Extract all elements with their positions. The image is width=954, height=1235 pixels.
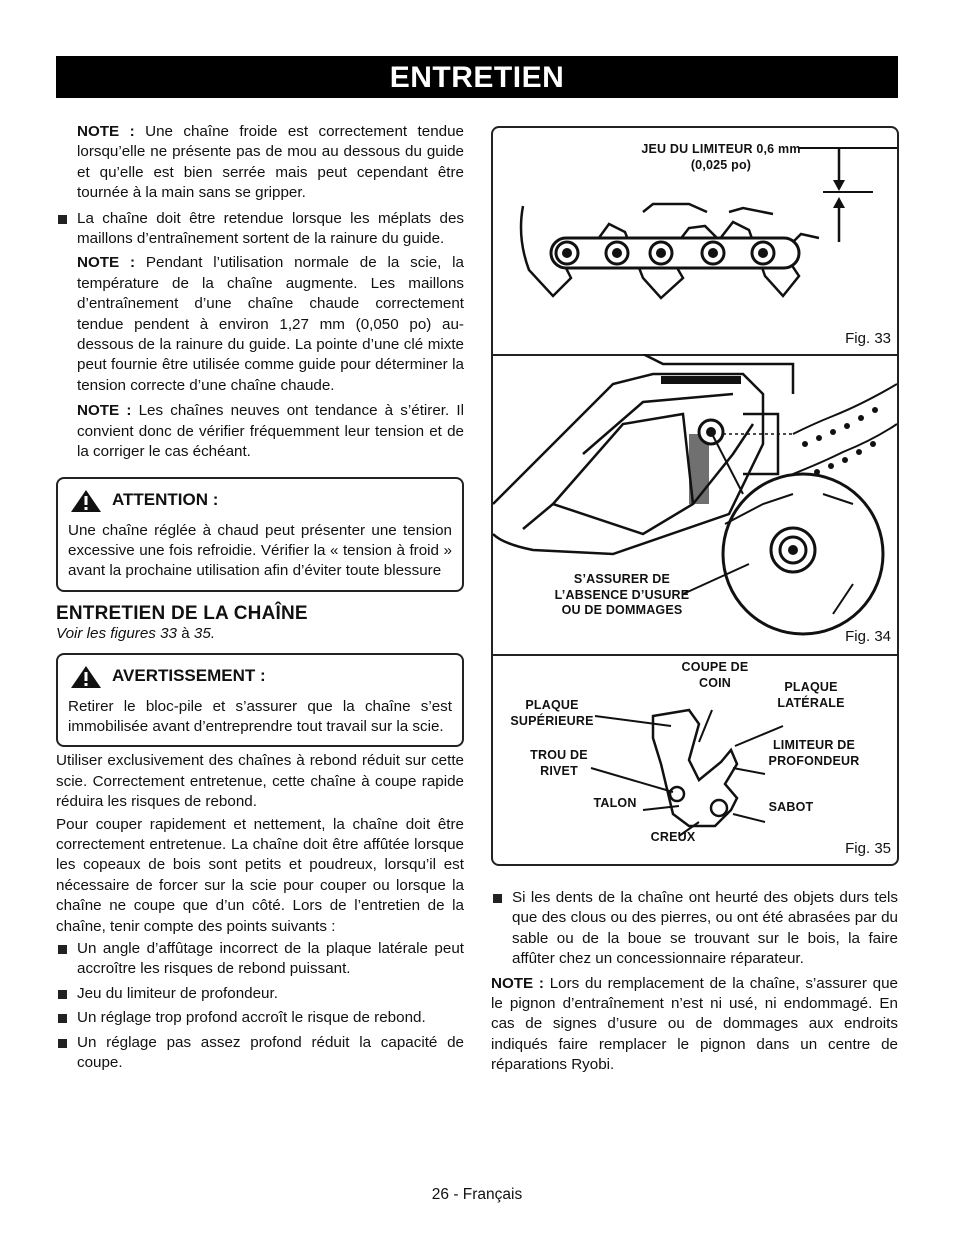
note-new-chain: NOTE : Les chaînes neuves ont tendance à s’étirer. Il convient donc de vérifier fréquemment leur tension et de la corriger le cas échéant. (77, 402, 464, 461)
note-cold-chain: NOTE : Une chaîne froide est correctement tendue lorsqu’elle ne présente pas de mou au dessous du guide et qu’elle est bien serrée mais peut cependant être tournée à la main sans se gripper. (77, 123, 464, 202)
figure-35 (493, 654, 897, 864)
gauge-callout: JEU DU LIMITEUR 0,6 mm (0,025 po) (641, 142, 801, 172)
warning-box (56, 653, 464, 748)
attention-header (70, 489, 452, 513)
figure-reference: Voir les figures 33 à 35. (56, 625, 216, 643)
warning-triangle-icon (70, 665, 102, 689)
list-item: Un réglage pas assez profond réduit la capacité de coupe. (56, 1033, 464, 1074)
fig-34-label: Fig. 34 (845, 628, 891, 645)
warning-title: AVERTISSEMENT : (112, 666, 266, 686)
note-sprocket: NOTE : Lors du remplacement de la chaîne, s’assurer que le pignon d’entraînement n’est ni usé, ni endommagé. En cas de signes d’usure ou de dommages aux endroits indiqués faire remplacer le pignon dans un centre de réparations Ryobi. (491, 974, 898, 1074)
label-limiteur-de-profondeur: LIMITEUR DE PROFONDEUR (768, 738, 860, 768)
warning-triangle-icon (70, 489, 102, 513)
warning-body: Retirer le bloc-pile et s’assurer que la chaîne s’est immobilisée avant d’entreprendre tout travail sur la scie. (68, 697, 452, 735)
figure-34 (493, 354, 897, 656)
label-plaque-laterale: PLAQUE LATÉRALE (777, 680, 845, 710)
page-footer: 26 - Français (431, 1186, 523, 1203)
list-item: Jeu du limiteur de profondeur. (56, 984, 464, 1004)
fig-35-label: Fig. 35 (845, 840, 891, 857)
paragraph-sharpening: Pour couper rapidement et nettement, la chaîne doit être correctement entretenue. La chaîne doit être affûtée lorsque les copeaux de bois sont petits et poudreux, lorsqu’il est nécessaire de forcer sur la scie pour couper ou lorsque la chaîne ne coupe que d’un côté. Lors de l’entretien de la chaîne, tenir compte des points suivants : (56, 815, 464, 935)
list-item: Un angle d’affûtage incorrect de la plaque latérale peut accroître les risques de rebond puissant. (56, 939, 464, 980)
label-creux: CREUX (650, 830, 696, 844)
label-talon: TALON (593, 796, 637, 810)
figures-panel (491, 126, 899, 866)
note-hot-chain: NOTE : Pendant l’utilisation normale de la scie, la température de la chaîne augmente. Les maillons d’entraînement d’une chaîne chaude correctement tendue pendent à environ 1,27 mm (0,050 po) au-dessous de la rainure du guide. La pointe d’une clé mixte peut fournie être utilisée comme guide pour déterminer la tension correcte d’une chaîne chaude. (77, 254, 464, 394)
label-trou-de-rivet: TROU DE RIVET (530, 748, 588, 778)
warning-header (70, 665, 452, 689)
page-banner-title: ENTRETIEN (56, 56, 898, 98)
attention-box (56, 477, 464, 592)
left-column (56, 122, 464, 1077)
label-sabot: SABOT (768, 800, 814, 814)
list-item: Un réglage trop profond accroît le risque de rebond. (56, 1008, 464, 1028)
wear-callout: S’ASSURER DE L’ABSENCE D’USURE OU DE DOMMAGES (554, 572, 690, 617)
bullet-damaged-teeth: Si les dents de la chaîne ont heurté des objets durs tels que des clous ou des pierres, ou ont été abrasées par du sable ou de la boue se trouvant sur le bois, la faire affûter chez un concessionnaire réparateur. (491, 888, 898, 970)
label-coupe-de-coin: COUPE DE COIN (681, 660, 749, 690)
section-title-chain-maintenance: ENTRETIEN DE LA CHAÎNE (56, 602, 308, 624)
bullet-retension: La chaîne doit être retendue lorsque les méplats des maillons d’entraînement sortent de la rainure du guide. (56, 209, 464, 250)
paragraph-reduced-kickback: Utiliser exclusivement des chaînes à rebond réduit sur cette scie. Correctement entretenue, cette chaîne à coupe rapide réduira les risques de rebond. (56, 752, 464, 811)
label-plaque-superieure: PLAQUE SUPÉRIEURE (510, 698, 594, 728)
fig-33-label: Fig. 33 (845, 330, 891, 347)
figure-33 (493, 128, 897, 356)
right-column (491, 888, 898, 1076)
attention-title: ATTENTION : (112, 490, 219, 510)
attention-body: Une chaîne réglée à chaud peut présenter une tension excessive une fois refroidie. Vérifier la « tension à froid » avant la prochaine utilisation afin d’éviter toute blessure (68, 521, 452, 580)
